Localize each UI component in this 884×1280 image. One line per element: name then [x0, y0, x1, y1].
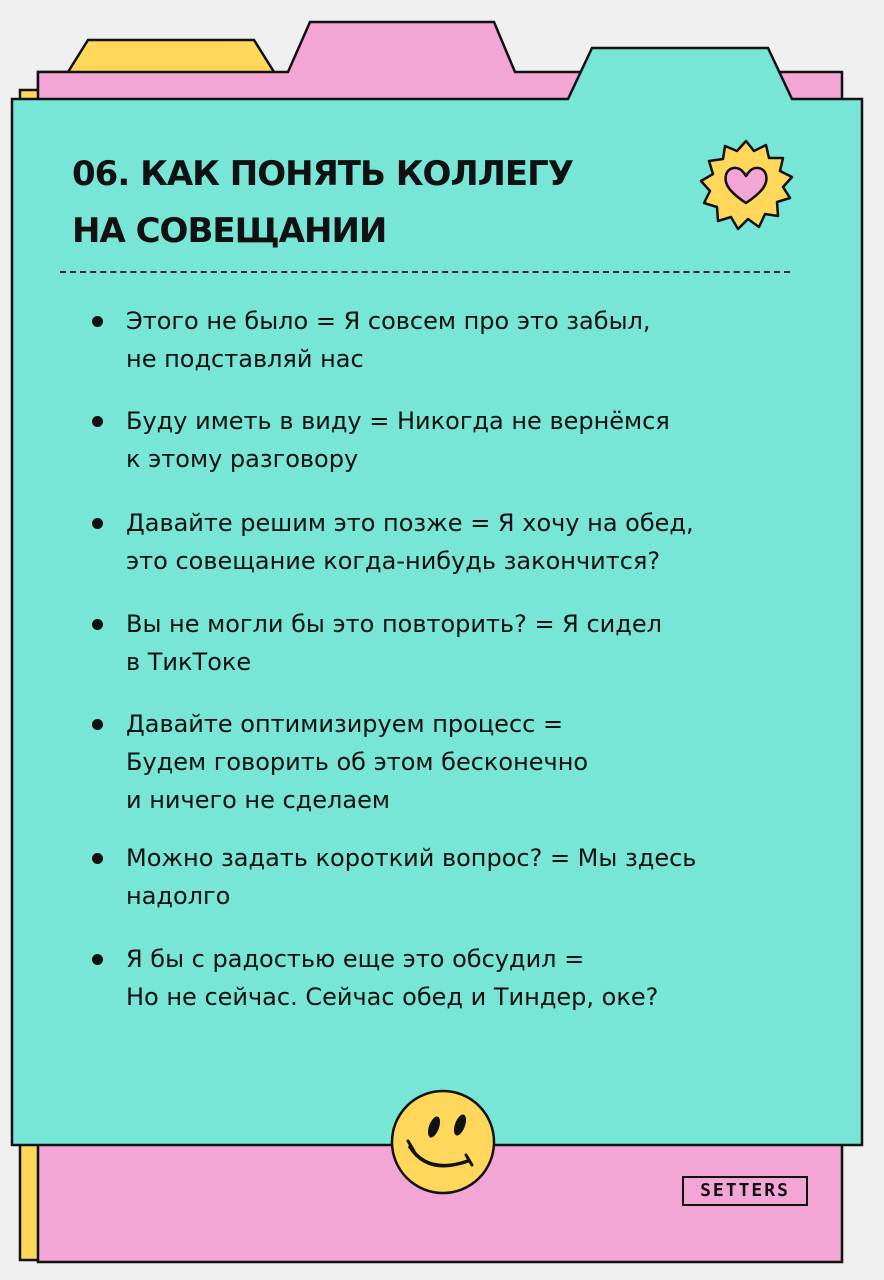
page-title	[72, 146, 573, 260]
brand-logo: SETTERS	[682, 1176, 808, 1206]
dashed-divider	[60, 271, 790, 273]
smiley-face-icon	[388, 1087, 498, 1197]
heart-sticker-icon	[698, 137, 794, 233]
item-line: Этого не было = Я совсем про это забыл,	[126, 307, 651, 335]
item-line: Я бы с радостью еще это обсудил =	[126, 945, 585, 973]
item-line: Давайте решим это позже = Я хочу на обед,	[126, 509, 694, 537]
bullet-icon	[92, 416, 103, 427]
bullet-icon	[92, 853, 103, 864]
item-line: это совещание когда-нибудь закончится?	[126, 547, 661, 575]
bullet-icon	[92, 719, 103, 730]
item-line: Можно задать короткий вопрос? = Мы здесь	[126, 844, 697, 872]
item-line: в ТикТоке	[126, 648, 252, 676]
bullet-icon	[92, 954, 103, 965]
item-line: надолго	[126, 882, 231, 910]
item-line: Вы не могли бы это повторить? = Я сидел	[126, 610, 662, 638]
bullet-icon	[92, 619, 103, 630]
item-line: Но не сейчас. Сейчас обед и Тиндер, оке?	[126, 983, 659, 1011]
bullet-icon	[92, 316, 103, 327]
item-line: к этому разговору	[126, 445, 359, 473]
item-line: не подставляй нас	[126, 345, 364, 373]
title-line: НА СОВЕЩАНИИ	[72, 211, 387, 251]
title-line: 06. КАК ПОНЯТЬ КОЛЛЕГУ	[72, 154, 574, 194]
bullet-icon	[92, 518, 103, 529]
item-line: и ничего не сделаем	[126, 786, 390, 814]
item-line: Давайте оптимизируем процесс =	[126, 710, 564, 738]
item-line: Будем говорить об этом бесконечно	[126, 748, 589, 776]
item-line: Буду иметь в виду = Никогда не вернёмся	[126, 407, 670, 435]
